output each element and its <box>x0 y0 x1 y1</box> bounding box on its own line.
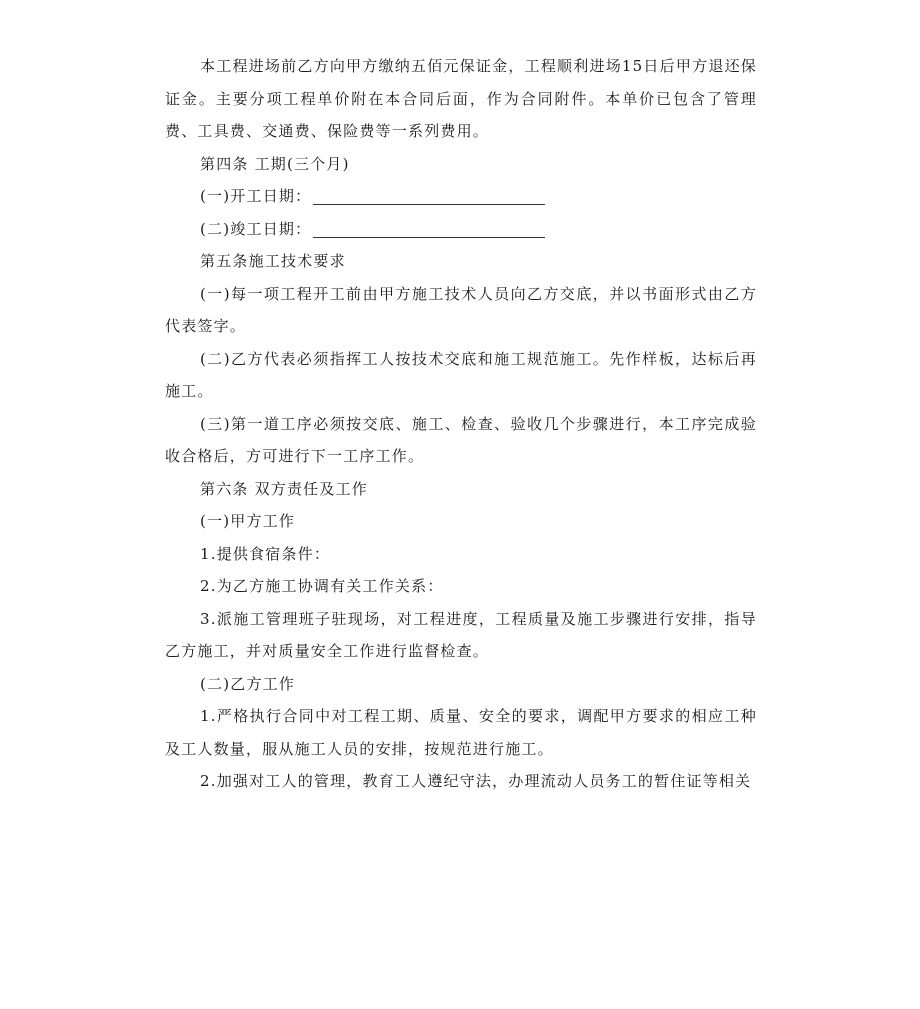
completion-date-label: (二)竣工日期： <box>200 219 312 238</box>
party-b-item-1: 1.严格执行合同中对工程工期、质量、安全的要求，调配甲方要求的相应工种及工人数量，服从施工人员的安排，按规范进行施工。 <box>165 707 757 758</box>
completion-date-blank <box>313 219 545 238</box>
start-date-label: (一)开工日期： <box>200 187 312 205</box>
start-date-blank <box>313 186 545 205</box>
article-4-heading: 第四条 工期(三个月) <box>200 154 350 173</box>
article-5-item-3: (三)第一道工序必须按交底、施工、检查、验收几个步骤进行，本工序完成验收合格后，方可进行下一工序工作。 <box>165 414 757 465</box>
party-b-item-2: 2.加强对工人的管理，教育工人遵纪守法，办理流动人员务工的暂住证等相关 <box>200 772 752 790</box>
party-a-item-3: 3.派施工管理班子驻现场，对工程进度，工程质量及施工步骤进行安排，指导乙方施工，并对质量安全工作进行监督检查。 <box>165 609 757 660</box>
article-5-item-1: (一)每一项工程开工前由甲方施工技术人员向乙方交底，并以书面形式由乙方代表签字。 <box>165 284 757 335</box>
article-5-heading: 第五条施工技术要求 <box>200 252 346 270</box>
article-6-heading: 第六条 双方责任及工作 <box>200 479 368 498</box>
party-a-item-1: 1.提供食宿条件： <box>200 544 331 563</box>
party-a-heading: (一)甲方工作 <box>200 512 296 530</box>
paragraph-deposit-terms: 本工程进场前乙方向甲方缴纳五佰元保证金，工程顺利进场15日后甲方退还保证金。主要分项工程单价附在本合同后面，作为合同附件。本单价已包含了管理费、工具费、交通费、保险费等一系列费用。 <box>165 57 757 140</box>
party-b-heading: (二)乙方工作 <box>200 674 296 693</box>
completion-date-line <box>165 213 757 246</box>
start-date-line <box>165 180 757 213</box>
article-5-item-2: (二)乙方代表必须指挥工人按技术交底和施工规范施工。先作样板，达标后再施工。 <box>165 349 757 400</box>
party-a-item-2: 2.为乙方施工协调有关工作关系： <box>200 577 444 595</box>
document-page <box>165 50 757 798</box>
